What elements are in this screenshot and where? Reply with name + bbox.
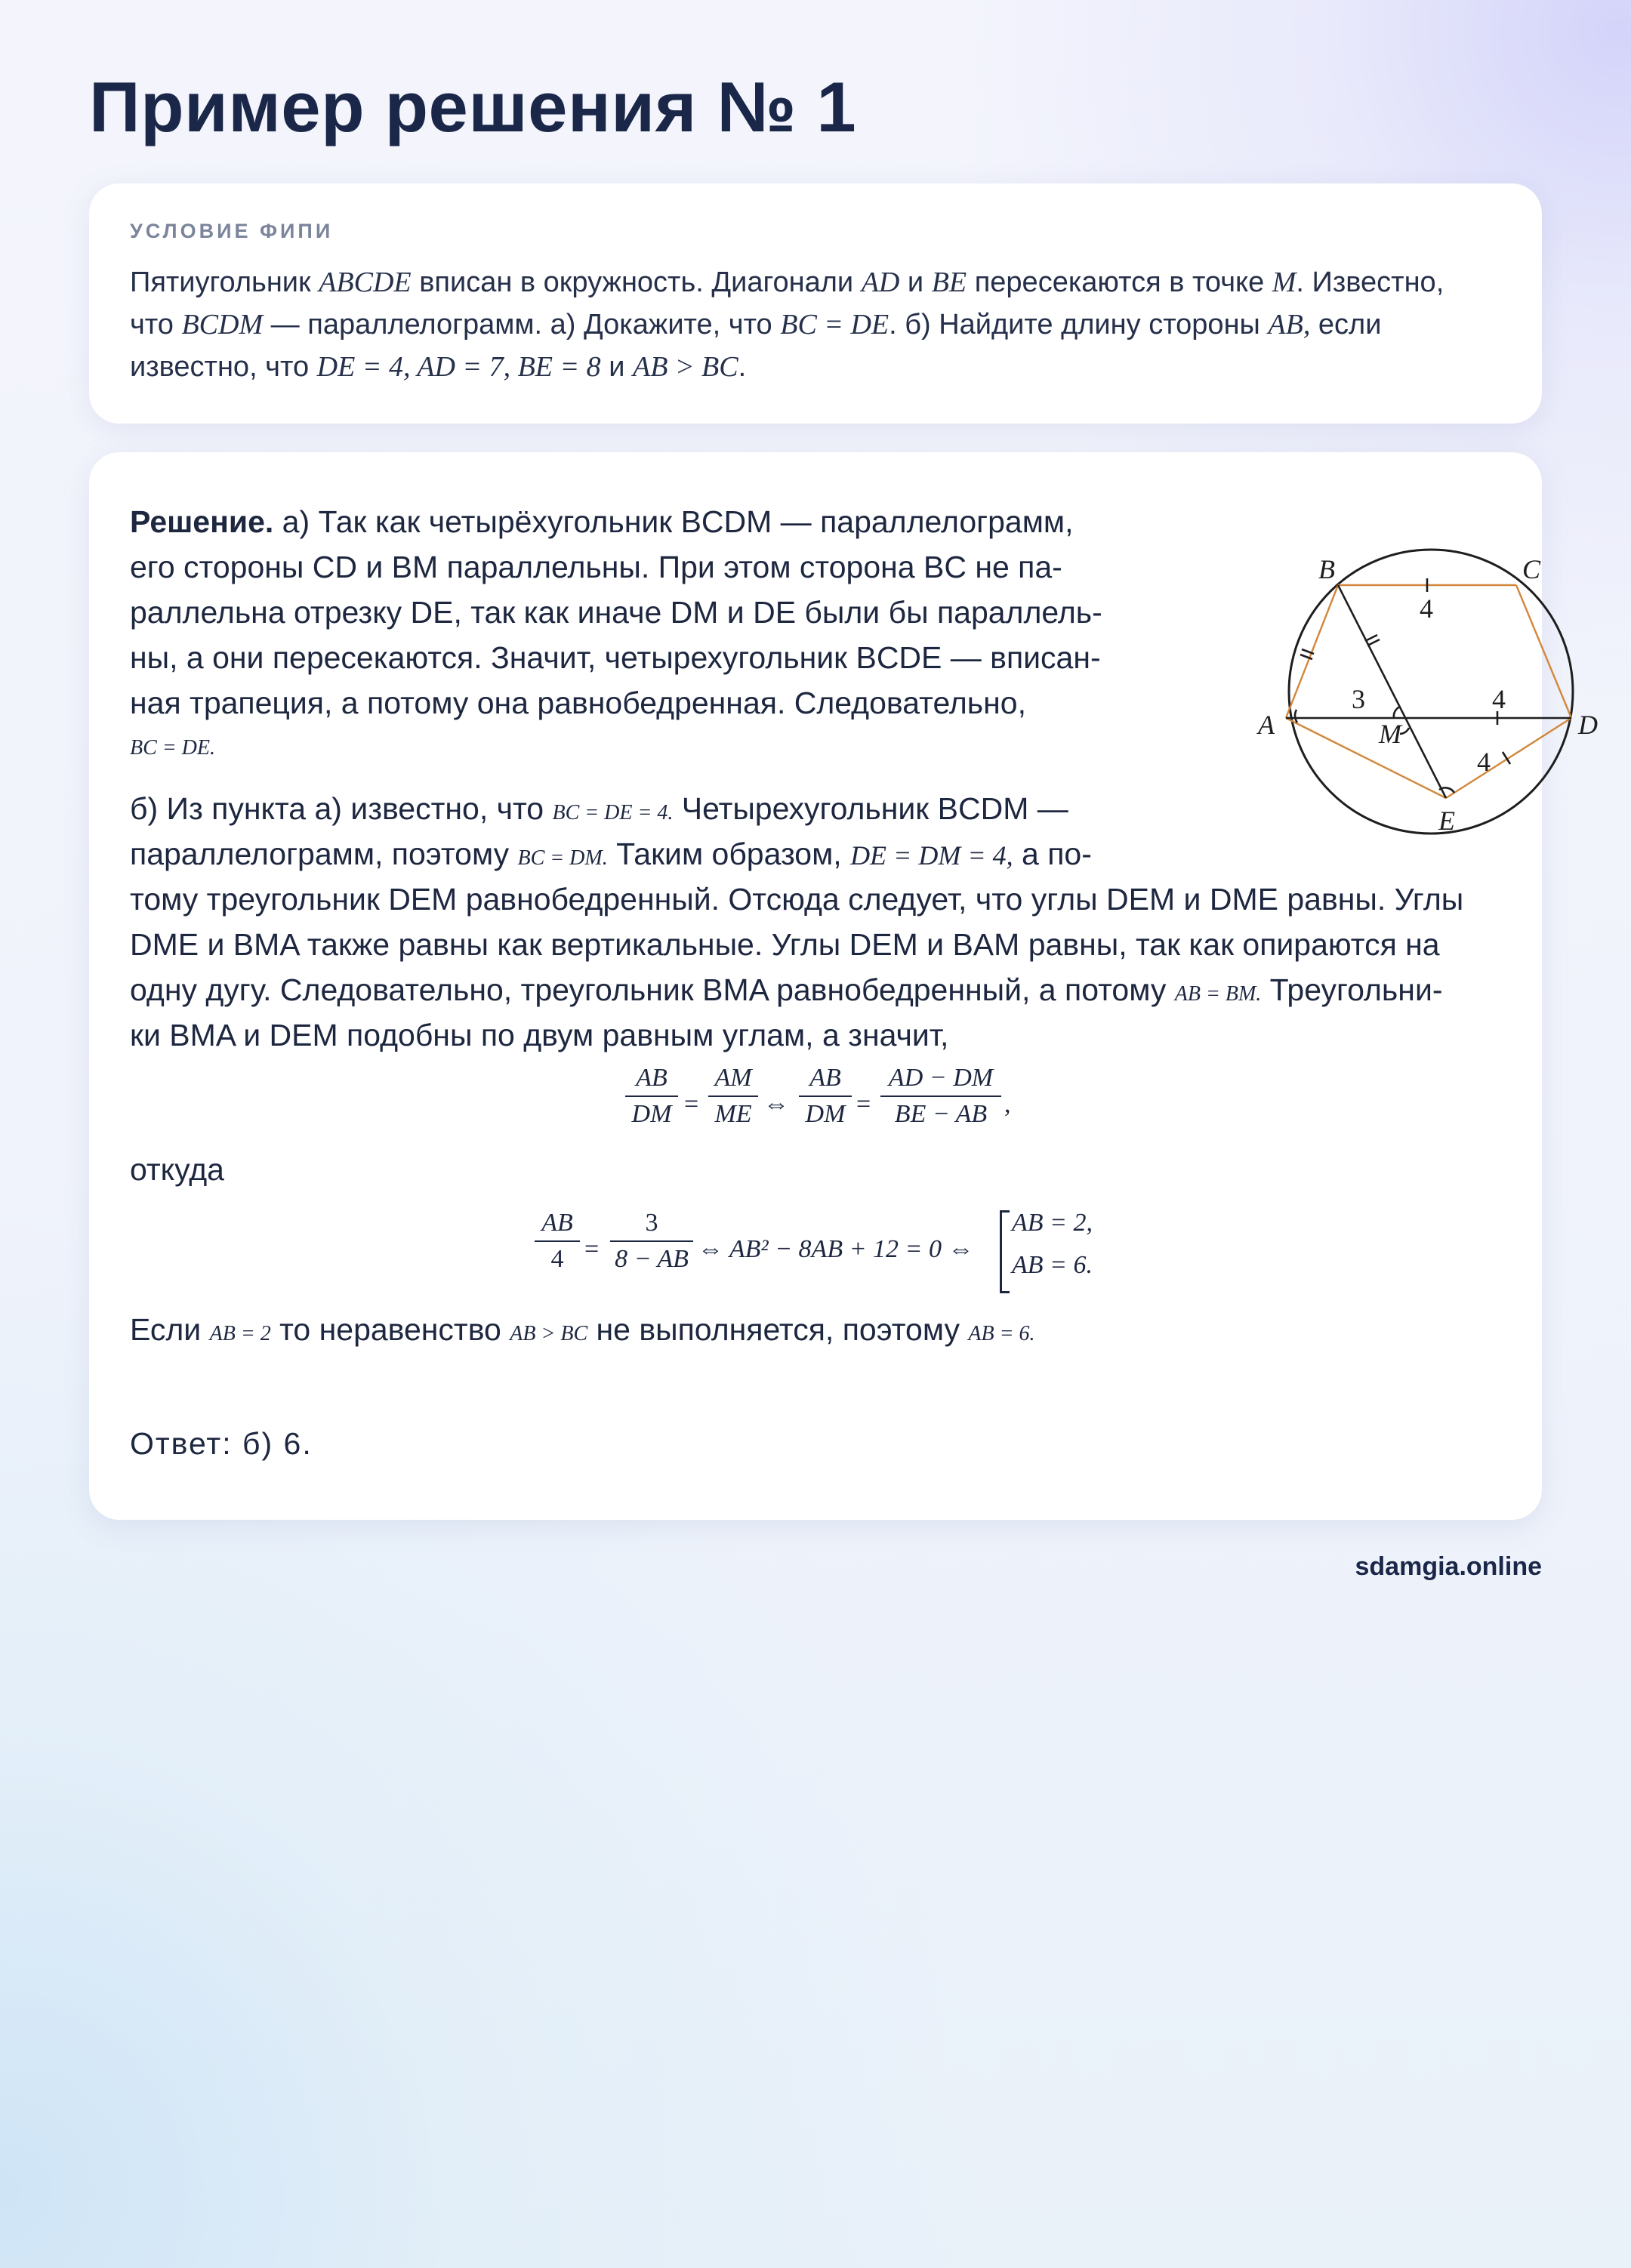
solution-line-9: тому треугольник DEM равнобедренный. Отсюда следует, что углы DEM и DME равны. Углы: [130, 882, 1464, 917]
equals-sign: =: [856, 1090, 871, 1118]
solution-card: [89, 452, 1598, 1520]
segment-de: [1446, 718, 1571, 798]
solution-text: а) Так как четырёхугольник BCDM — параллелограмм,: [273, 504, 1074, 539]
condition-text-part: . Известно, что: [130, 267, 1444, 341]
denominator: 4: [550, 1245, 564, 1273]
denominator: 8 − AB: [615, 1245, 689, 1273]
label-length-de: 4: [1477, 747, 1491, 777]
solution-line-1: [130, 499, 1073, 544]
solution-line-7: [130, 786, 1068, 836]
solution-formula: AB > BC: [510, 1322, 588, 1345]
label-point-d: D: [1578, 710, 1598, 740]
tick-bm-1: [1365, 635, 1377, 641]
label-length-md: 4: [1492, 684, 1506, 714]
solution-text: Таким образом,: [607, 837, 851, 871]
solution-line-13: [130, 1307, 1035, 1357]
solution-formula: AB = 6.: [968, 1322, 1035, 1345]
comma: ,: [1004, 1090, 1011, 1118]
solution-text: Четырехугольник BCDM —: [673, 791, 1068, 826]
numerator: AD − DM: [888, 1064, 994, 1092]
label-length-bc: 4: [1420, 593, 1433, 624]
numerator: 3: [645, 1209, 658, 1237]
solution-formula: AB = BM.: [1174, 982, 1262, 1006]
condition-math: M: [1272, 267, 1296, 298]
segment-ae: [1286, 718, 1446, 798]
numerator: AB: [636, 1064, 668, 1092]
solution-line-2: его стороны CD и BM параллельны. При этом сторона BC не па-: [130, 550, 1062, 584]
condition-text-part: . б) Найдите длину стороны: [889, 309, 1269, 341]
solution-formula: BC = DE = 4.: [552, 801, 674, 824]
solution-text: то неравенство: [270, 1312, 510, 1347]
solution-line-11: [130, 967, 1443, 1017]
label-length-am: 3: [1352, 684, 1365, 714]
solution-text: одну дугу. Следовательно, треугольник BMA равнобедренный, а потому: [130, 972, 1175, 1007]
case-1: AB = 2,: [1012, 1209, 1093, 1237]
label-point-c: C: [1522, 554, 1541, 584]
condition-label: УСЛОВИЕ ФИПИ: [130, 220, 334, 242]
tick-bm-2: [1367, 639, 1380, 646]
condition-math: AD: [861, 267, 900, 298]
solution-line-10: DME и BMA также равны как вертикальные. Углы DEM и BAM равны, так как опираются на: [130, 927, 1440, 962]
answer: Ответ: б) 6.: [130, 1426, 313, 1461]
condition-card: [89, 183, 1542, 424]
fraction: [708, 1064, 758, 1129]
denominator: DM: [805, 1100, 846, 1128]
condition-math: BCDM: [181, 309, 264, 341]
condition-math: AB,: [1268, 309, 1311, 341]
fraction: [799, 1064, 852, 1129]
condition-text-part: и: [899, 267, 932, 298]
label-point-a: A: [1258, 710, 1275, 740]
solution-line-8: [130, 831, 1092, 881]
solution-otkuda: откуда: [130, 1152, 224, 1187]
solution-text: Треугольни-: [1261, 972, 1443, 1007]
geometry-figure: [1237, 509, 1607, 860]
condition-math: BC = DE: [780, 309, 889, 341]
fraction: [610, 1209, 693, 1274]
equals-sign: =: [584, 1235, 600, 1263]
condition-math: DE = 4, AD = 7, BE = 8: [316, 351, 601, 383]
solution-formula: DE = DM = 4,: [850, 840, 1013, 871]
solution-line-3: раллельна отрезку DE, так как иначе DM и DE были бы параллель-: [130, 595, 1102, 630]
page-title: Пример решения № 1: [89, 67, 857, 146]
solution-line-5: ная трапеция, а потому она равнобедренная. Следовательно,: [130, 686, 1026, 720]
numerator: AB: [809, 1064, 841, 1092]
condition-text-part: вписан в окружность. Диагонали: [411, 267, 862, 298]
label-point-e: E: [1438, 806, 1455, 836]
solution-text: параллелограмм, поэтому: [130, 837, 518, 871]
solution-formula: AB = 2: [209, 1322, 271, 1345]
condition-text-part: — параллелограмм. а) Докажите, что: [263, 309, 781, 341]
condition-text-part: и: [600, 351, 633, 383]
fraction: [880, 1064, 1001, 1129]
label-point-m: M: [1379, 719, 1401, 749]
condition-math: AB > BC: [632, 351, 738, 383]
solution-line-4: ны, а они пересекаются. Значит, четырехугольник BCDE — вписан-: [130, 640, 1101, 675]
fraction: [625, 1064, 678, 1129]
fraction: [535, 1209, 580, 1274]
condition-text: [130, 261, 1489, 388]
angle-arc-m1: [1394, 707, 1400, 718]
condition-text-part: Пятиугольник: [130, 267, 319, 298]
bracket: [1000, 1210, 1010, 1293]
solution-heading: Решение.: [130, 504, 274, 539]
solution-text: б) Из пункта а) известно, что: [130, 791, 553, 826]
numerator: AM: [714, 1064, 752, 1092]
footer-brand: sdamgia.online: [1355, 1552, 1542, 1581]
numerator: AB: [541, 1209, 573, 1237]
quadratic-equation: ⇔ AB² − 8AB + 12 = 0 ⇔: [698, 1235, 974, 1263]
denominator: DM: [631, 1100, 672, 1128]
condition-math: ABCDE: [319, 267, 412, 298]
condition-math: BE: [931, 267, 967, 298]
solution-formula-bc-de: BC = DE.: [130, 736, 215, 760]
condition-text-part: если известно, что: [130, 309, 1382, 383]
denominator: BE − AB: [894, 1100, 988, 1128]
solution-line-12: ки BMA и DEM подобны по двум равным углам, а значит,: [130, 1018, 949, 1052]
solution-formula: BC = DM.: [517, 846, 608, 870]
solution-text: а по-: [1013, 837, 1092, 871]
solution-text: Если: [130, 1312, 210, 1347]
iff-sign: ⇔: [763, 1090, 789, 1118]
denominator: ME: [714, 1100, 752, 1128]
condition-text-part: .: [738, 351, 747, 383]
condition-text-part: пересекаются в точке: [967, 267, 1272, 298]
label-point-b: B: [1318, 554, 1335, 584]
solution-text: не выполняется, поэтому: [587, 1312, 969, 1347]
case-2: AB = 6.: [1012, 1251, 1093, 1279]
equals-sign: =: [684, 1090, 699, 1118]
angle-arc-a: [1295, 710, 1297, 723]
